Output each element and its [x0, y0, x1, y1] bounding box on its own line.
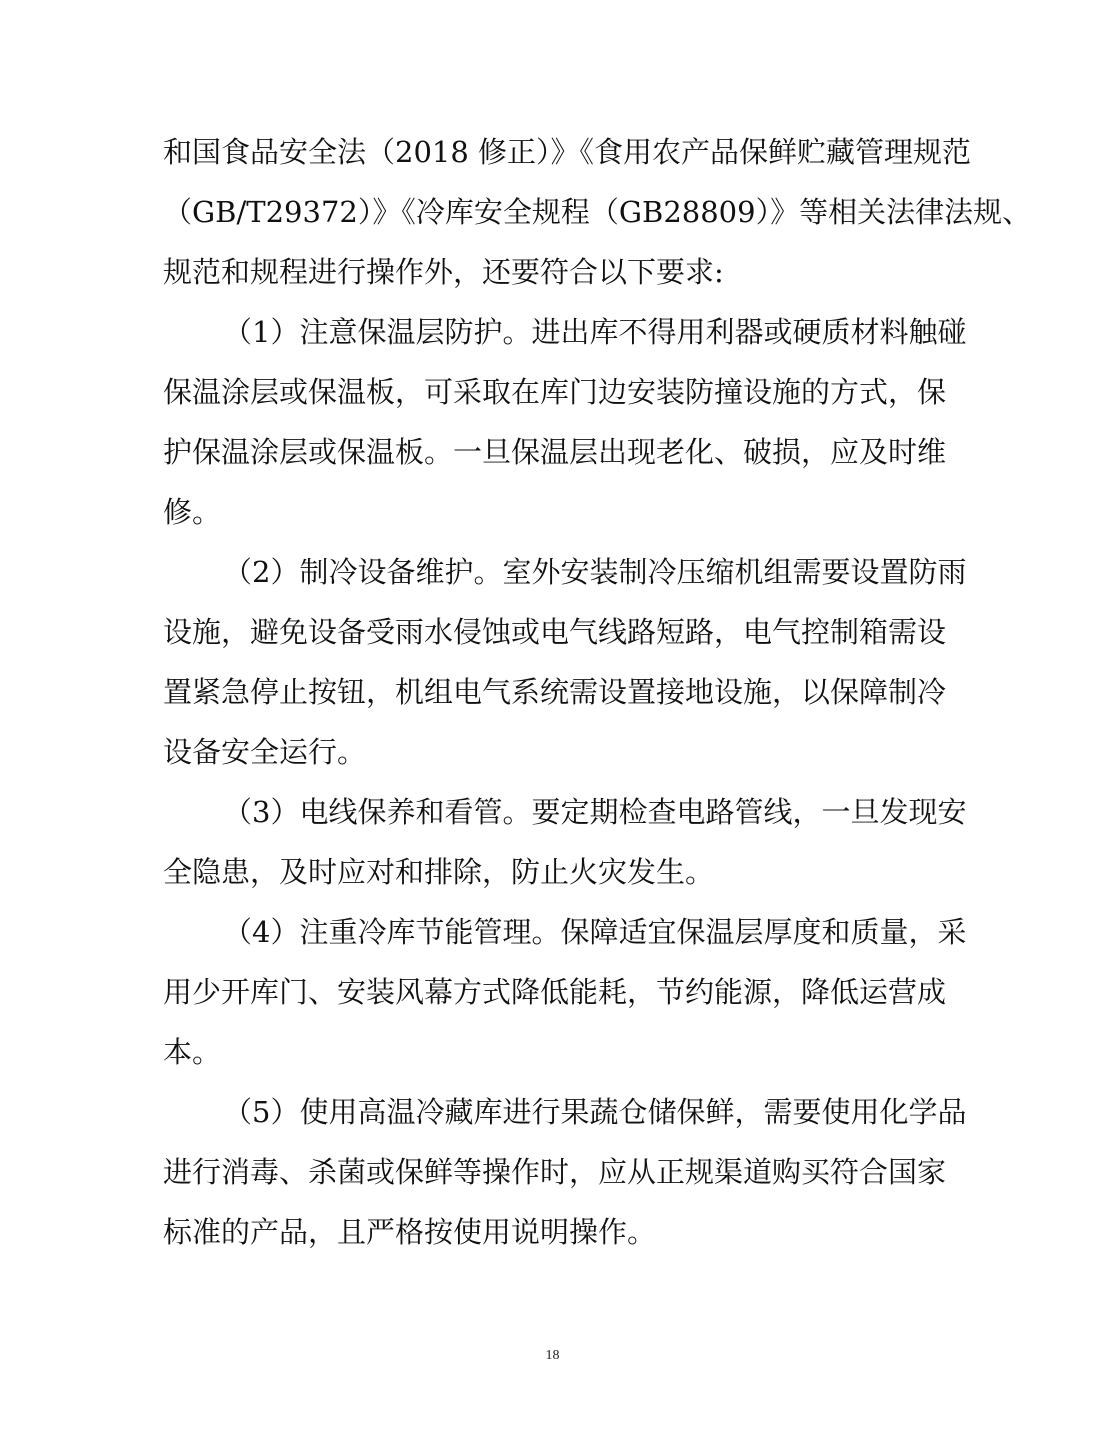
text-line: 置紧急停止按钮，机组电气系统需设置接地设施，以保障制冷: [163, 675, 947, 709]
text-line: 和国食品安全法（2018 修正）》《食用农产品保鲜贮藏管理规范: [163, 135, 972, 169]
text-line: 规范和规程进行操作外，还要符合以下要求:: [163, 255, 724, 289]
list-item-3-line: （3）电线保养和看管。要定期检查电路管线，一旦发现安: [223, 795, 967, 829]
list-item-1-line: （1）注意保温层防护。进出库不得用利器或硬质材料触碰: [223, 315, 967, 349]
list-item-4-line: （4）注重冷库节能管理。保障适宜保温层厚度和质量，采: [223, 915, 967, 949]
text-line: 用少开库门、安装风幕方式降低能耗，节约能源，降低运营成: [163, 975, 947, 1009]
page-number: 18: [545, 1348, 560, 1363]
list-item-2-line: （2）制冷设备维护。室外安装制冷压缩机组需要设置防雨: [223, 555, 967, 589]
text-line: 保温涂层或保温板，可采取在库门边安装防撞设施的方式，保: [163, 375, 947, 409]
text-line: 进行消毒、杀菌或保鲜等操作时，应从正规渠道购买符合国家: [163, 1155, 947, 1189]
text-line: 设备安全运行。: [163, 735, 367, 769]
text-line: 全隐患，及时应对和排除，防止火灾发生。: [163, 855, 715, 889]
text-line: 护保温涂层或保温板。一旦保温层出现老化、破损，应及时维: [163, 435, 947, 469]
list-item-5-line: （5）使用高温冷藏库进行果蔬仓储保鲜，需要使用化学品: [223, 1095, 967, 1129]
text-line: 设施，避免设备受雨水侵蚀或电气线路短路，电气控制箱需设: [163, 615, 947, 649]
text-line: （GB/T29372）》《冷库安全规程（GB28809）》等相关法律法规、: [163, 195, 1032, 229]
text-line: 修。: [163, 495, 222, 529]
text-line: 本。: [163, 1035, 222, 1069]
text-line: 标准的产品，且严格按使用说明操作。: [163, 1215, 657, 1249]
body-text: [163, 122, 1032, 1262]
